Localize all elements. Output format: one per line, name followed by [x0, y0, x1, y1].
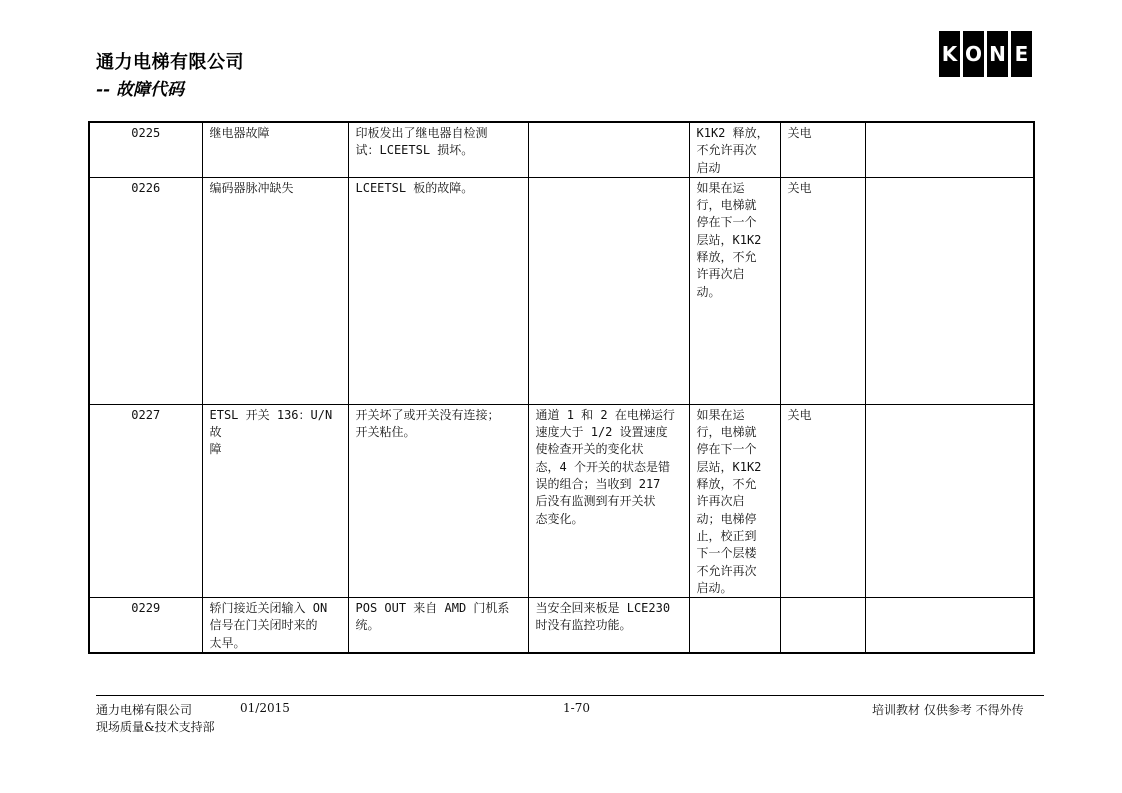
logo-letter: O [963, 31, 984, 77]
fault-reset-cell: 关电 [780, 177, 865, 404]
table-row [89, 598, 1034, 653]
kone-logo [939, 31, 1032, 77]
footer-divider [96, 695, 1044, 696]
fault-cause-cell: POS OUT 来自 AMD 门机系 统。 [348, 598, 528, 653]
fault-name-cell: 继电器故障 [202, 122, 348, 177]
fault-detection-cell [528, 122, 689, 177]
fault-code-cell: 0229 [89, 598, 202, 653]
fault-name-cell: 轿门接近关闭输入 ON 信号在门关闭时来的 太早。 [202, 598, 348, 653]
fault-name-cell: 编码器脉冲缺失 [202, 177, 348, 404]
fault-cause-cell: 印板发出了继电器自检测 试：LCEETSL 损坏。 [348, 122, 528, 177]
fault-remark-cell [865, 177, 1034, 404]
table-row [89, 177, 1034, 404]
fault-cause-cell: LCEETSL 板的故障。 [348, 177, 528, 404]
fault-cause-cell: 开关坏了或开关没有连接； 开关粘住。 [348, 404, 528, 597]
fault-code-cell: 0225 [89, 122, 202, 177]
logo-letter: N [987, 31, 1008, 77]
fault-code-cell: 0227 [89, 404, 202, 597]
table-row [89, 122, 1034, 177]
fault-detection-cell: 通道 1 和 2 在电梯运行 速度大于 1/2 设置速度 使检查开关的变化状 态，4 个开关的状态是错 误的组合；当收到 217 后没有监测到有开关状 态变化。 [528, 404, 689, 597]
fault-action-cell [689, 598, 780, 653]
logo-letter: K [939, 31, 960, 77]
fault-code-cell: 0226 [89, 177, 202, 404]
fault-name-cell: ETSL 开关 136：U/N 故 障 [202, 404, 348, 597]
fault-action-cell: 如果在运 行，电梯就 停在下一个 层站，K1K2 释放，不允 许再次启 动；电梯停 止，校正到 下一个层楼 不允许再次 启动。 [689, 404, 780, 597]
fault-code-table [88, 121, 1035, 654]
logo-letter: E [1011, 31, 1032, 77]
fault-remark-cell [865, 598, 1034, 653]
fault-detection-cell: 当安全回来板是 LCE230 时没有监控功能。 [528, 598, 689, 653]
fault-remark-cell [865, 404, 1034, 597]
footer-date: 01/2015 [240, 701, 290, 715]
fault-detection-cell [528, 177, 689, 404]
fault-reset-cell: 关电 [780, 404, 865, 597]
document-title: 通力电梯有限公司 [96, 52, 244, 73]
document-subtitle: -- 故障代码 [96, 80, 185, 100]
fault-action-cell: K1K2 释放， 不允许再次 启动 [689, 122, 780, 177]
footer-company: 通力电梯有限公司 [96, 703, 193, 717]
page-number: 1-70 [563, 701, 590, 715]
footer-department: 现场质量&技术支持部 [96, 720, 215, 734]
fault-action-cell: 如果在运 行，电梯就 停在下一个 层站，K1K2 释放，不允 许再次启 动。 [689, 177, 780, 404]
table-row [89, 404, 1034, 597]
footer-notice: 培训教材 仅供参考 不得外传 [872, 703, 1024, 717]
fault-reset-cell [780, 598, 865, 653]
fault-remark-cell [865, 122, 1034, 177]
fault-reset-cell: 关电 [780, 122, 865, 177]
